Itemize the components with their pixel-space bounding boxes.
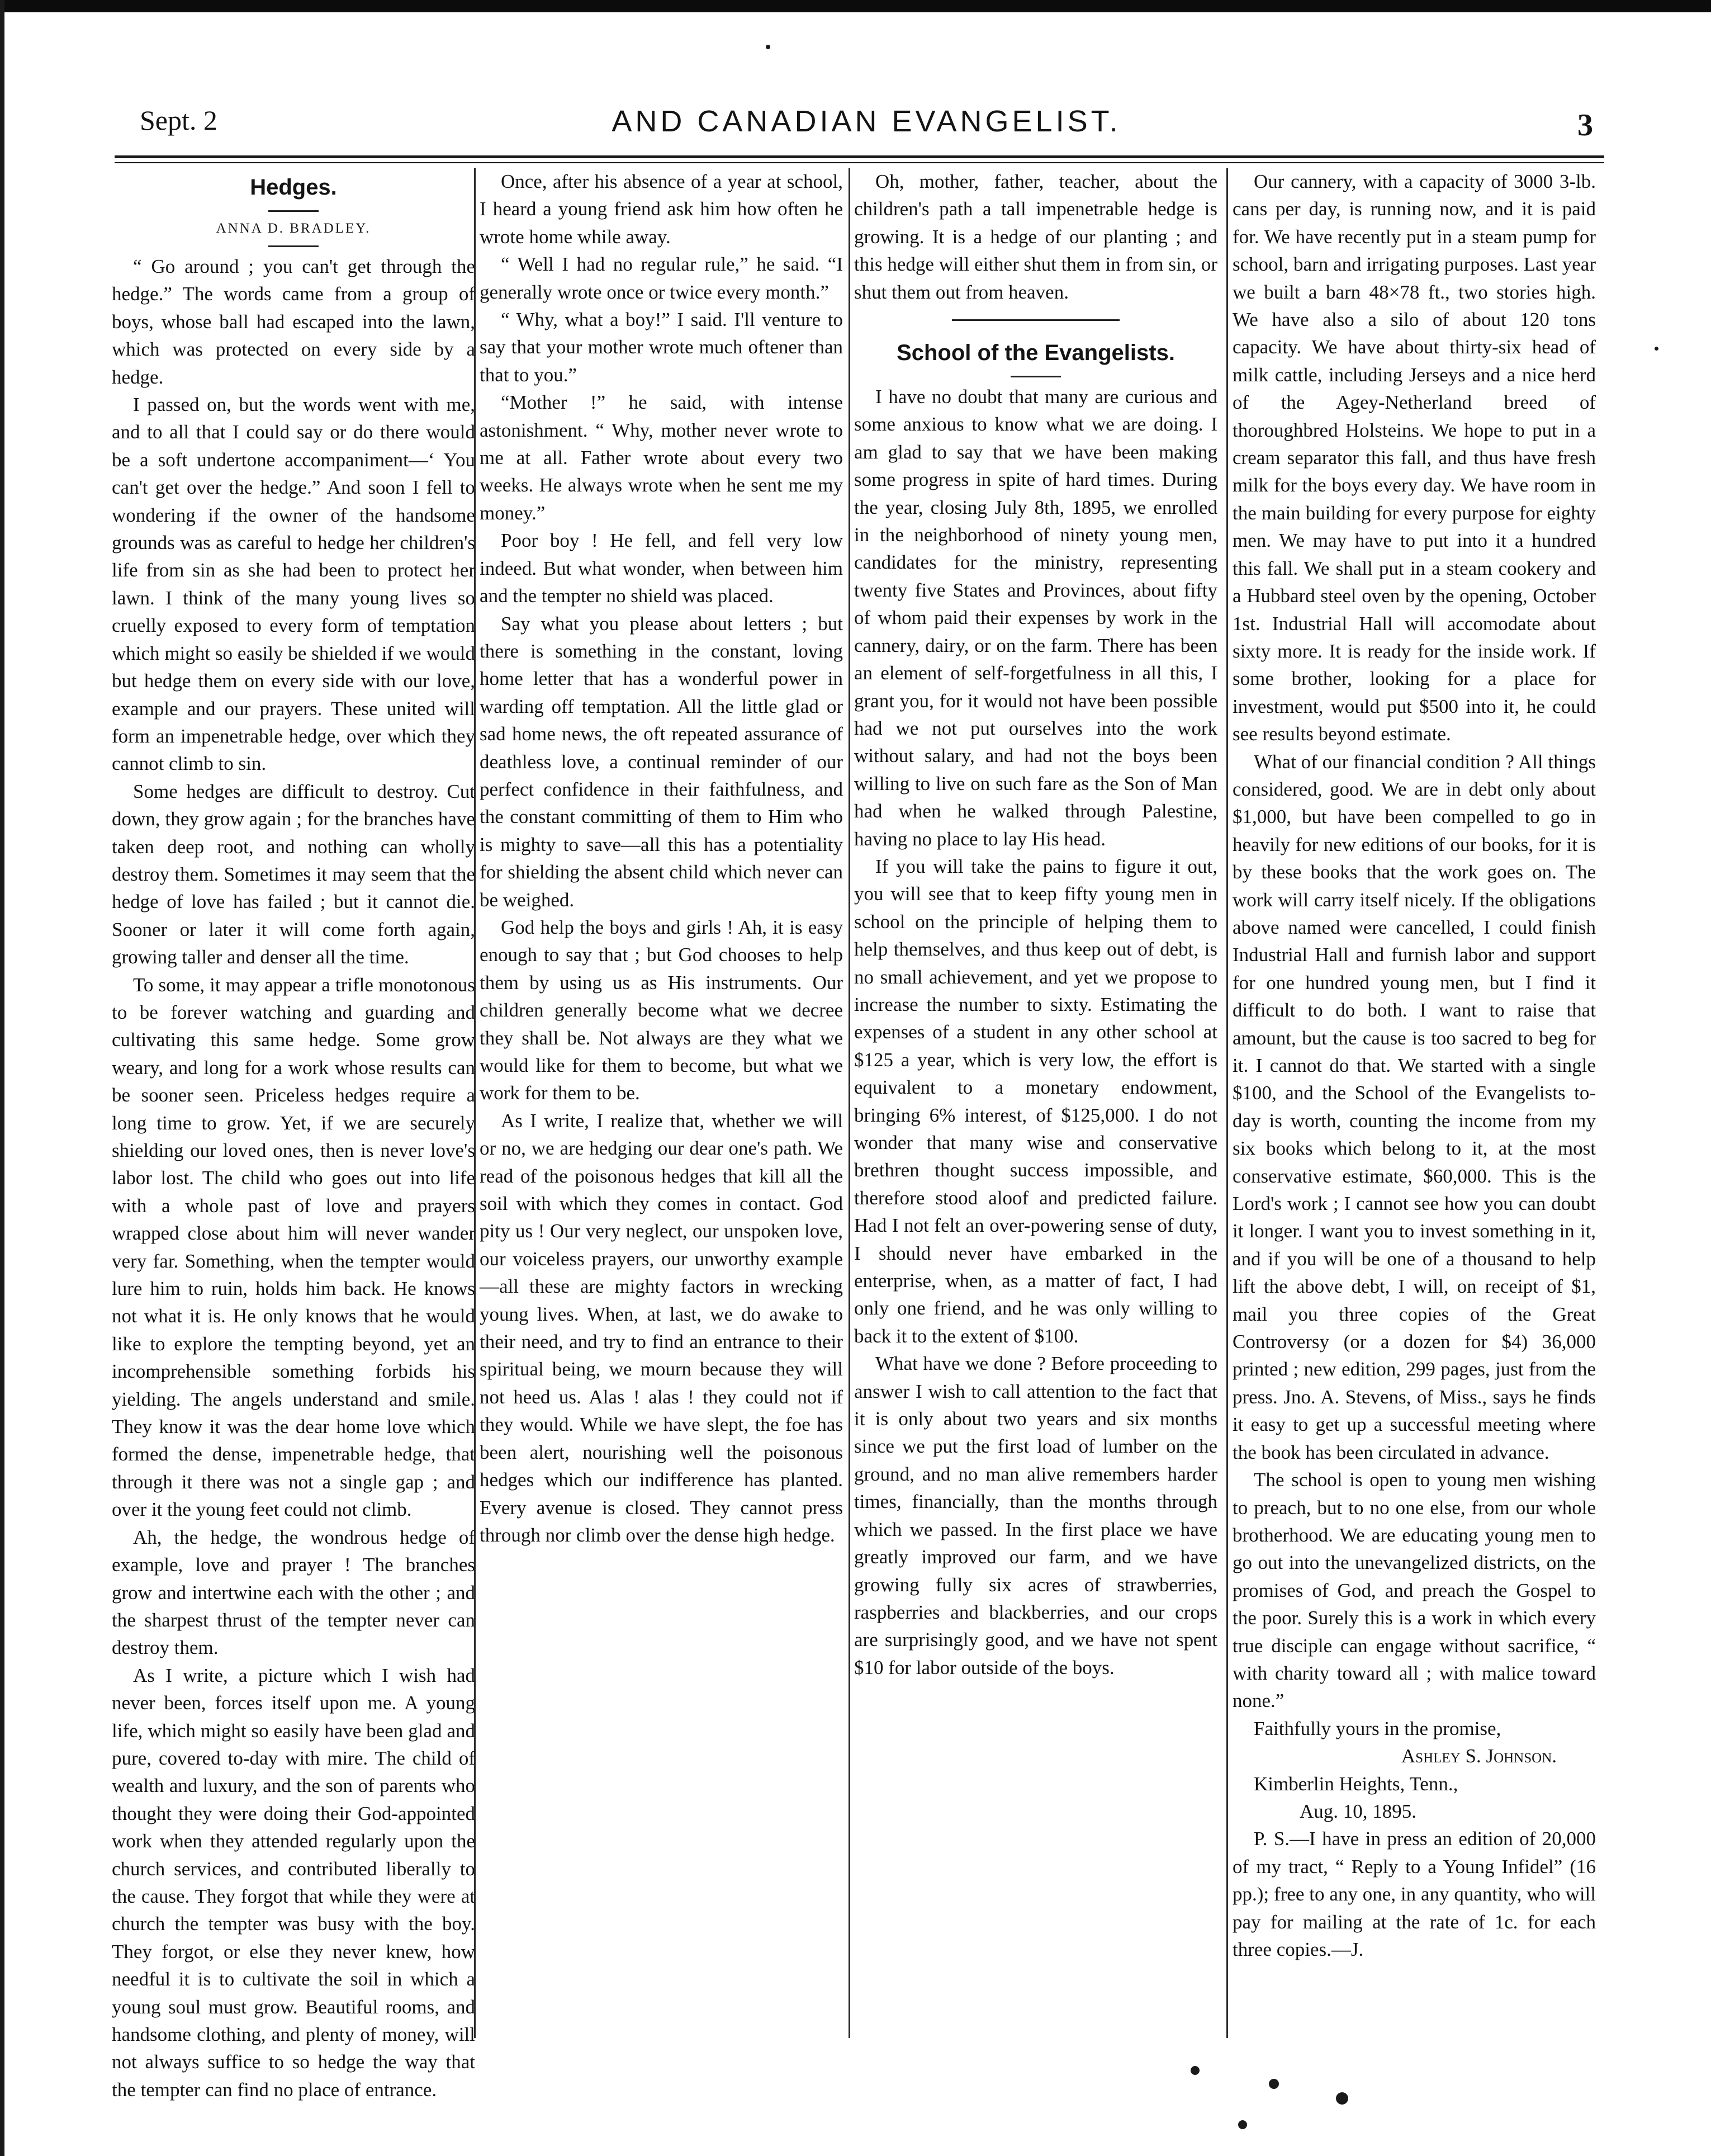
scan-speck — [1336, 2092, 1348, 2105]
paragraph: Some hedges are difficult to destroy. Cut down, they grow again ; for the branches have taken deep root, and nothing can wholly destroy them. Sometimes it may seem that the hedge of love has failed ; but it cannot die. Sooner or later it will come forth again, growing taller and denser all the time. — [112, 780, 475, 968]
paragraph: Say what you please about letters ; but there is something in the constant, loving home letter that has a wonderful power in warding off temptation. All the little glad or sad home news, the oft repeated assurance of deathless love, a continual reminder of our perfect confidence in their faithfulness, and the constant committing of them to Him who is mighty to save—all this has a potentiality for shielding the absent child which never can be weighed. — [480, 612, 843, 911]
paragraph: To some, it may appear a trifle monotonous to be forever watching and guarding and cultivating this same hedge. Some grow weary, and long for a work whose results can be sooner seen. Priceless hedges require a long time to grow. Yet, if we are securely shielding our loved ones, then is never love's labor lost. The child who goes out into life with a whole past of love and prayers wrapped close about him will never wander very far. Something, when the tempter would lure him to ruin, holds him back. He knows not what it is. He only knows that he would like to explore the tempting beyond, yet an incomprehensible something forbids his yielding. The angels understand and smile. They know it was the dear home love which formed the dense, impenetrable hedge, that through it there was not a single gap ; and over it the young feet could not climb. — [112, 973, 475, 1521]
column-4 — [1233, 168, 1596, 1963]
title-rule — [1011, 376, 1061, 377]
paragraph: If you will take the pains to figure it out, you will see that to keep fifty young men in school on the principle of helping them to help themselves, and thus keep out of debt, is no small achievement, and yet we propose to increase the number to sixty. Estimating the expenses of a student in any other school at $125 a year, which is very low, the effort is equivalent to a monetary endowment, bringing 6% interest, of $125,000. I do not wonder that many wise and conservative brethren thought success impossible, and therefore stood aloof and predicted failure. Had I not felt an over-powering sense of duty, I should never have embarked in the enterprise, when, as a matter of fact, I had only one friend, and he was only willing to back it to the extent of $100. — [854, 855, 1217, 1347]
column-divider — [849, 168, 850, 2038]
signature-date: Aug. 10, 1895. — [1300, 1800, 1417, 1822]
paragraph: The school is open to young men wishing to preach, but to no one else, from our whole brotherhood. We are educating young men to go out into the unevangelized districts, on the promises of God, and preach the Gospel to the poor. Surely this is a work in which every true disciple can engage without sacrifice, “ with charity toward all ; with malice toward none.” — [1233, 1469, 1596, 1712]
column-3 — [854, 168, 1217, 1681]
paragraph: “ Well I had no regular rule,” he said. “I generally wrote once or twice every month.” — [480, 253, 843, 303]
closing-line: Faithfully yours in the promise, — [1254, 1717, 1501, 1739]
scan-speck — [766, 45, 770, 49]
postscript: P. S.—I have in press an edition of 20,000 of my tract, “ Reply to a Young Infidel” (16 pp.); free to any one, in any quantity, who will pay for mailing at the rate of 1c. for each three copies.—J. — [1233, 1828, 1596, 1960]
header-rule-thin — [115, 162, 1604, 163]
publication-title: AND CANADIAN EVANGELIST. — [612, 105, 1121, 138]
paragraph: “ Go around ; you can't get through the hedge.” The words came from a group of boys, whose ball had escaped into the lawn, which was protected on every side by a hedge. — [112, 256, 475, 388]
paragraph: Ah, the hedge, the wondrous hedge of example, love and prayer ! The branches grow and intertwine each with the other ; and the sharpest thrust of the tempter never can destroy them. — [112, 1526, 475, 1659]
article-title-hedges: Hedges. — [250, 175, 337, 200]
page-left-border — [0, 0, 4, 2156]
header-rule-thick — [115, 155, 1604, 158]
issue-date: Sept. 2 — [140, 105, 217, 136]
paragraph: Once, after his absence of a year at school, I heard a young friend ask him how often he wrote home while away. — [480, 171, 843, 248]
paragraph: As I write, a picture which I wish had never been, forces itself upon me. A young life, which might so easily have been glad and pure, covered to-day with mire. The child of wealth and luxury, and the son of parents who thought they were doing their God-appointed work when they attended regularly upon the church services, and contributed liberally to the cause. They forgot that while they were at church the tempter was busy with the boy. They forgot, or else they never knew, how needful it is to cultivate the soil in which a young soul must grow. Beautiful rooms, and handsome clothing, and plenty of money, will not always suffice to so hedge the way that the tempter can find no place of entrance. — [112, 1664, 475, 2101]
column-2 — [480, 168, 843, 1549]
article-byline: ANNA D. BRADLEY. — [216, 221, 371, 236]
column-divider — [1226, 168, 1228, 2038]
scan-speck — [1269, 2079, 1279, 2089]
column-1 — [112, 168, 475, 2103]
paragraph: What have we done ? Before proceeding to answer I wish to call attention to the fact that it is only about two years and six months since we put the first load of lumber on the ground, and no man alive remembers harder times, financially, than the months through which we passed. In the first place we have greatly improved our farm, and we have growing fully six acres of strawberries, raspberries and blackberries, and our crops are surprisingly good, and we have not spent $10 for labor outside of the boys. — [854, 1353, 1217, 1679]
paragraph: God help the boys and girls ! Ah, it is easy enough to say that ; but God chooses to help them by using us as His instruments. Our children generally become what we decree they shall be. Not always are they what we would like for them to become, but what we work for them to be. — [480, 916, 843, 1104]
signature-place: Kimberlin Heights, Tenn., — [1254, 1772, 1458, 1795]
signature: Ashley S. Johnson. — [1401, 1745, 1557, 1767]
paragraph: “ Why, what a boy!” I said. I'll venture to say that your mother wrote much oftener than that to you.” — [480, 309, 843, 386]
page-header — [140, 104, 1593, 149]
paragraph: Oh, mother, father, teacher, about the children's path a tall impenetrable hedge is growing. It is a hedge of our planting ; and this hedge will either shut them in from sin, or shut them out from heaven. — [854, 171, 1217, 303]
scan-speck — [1655, 347, 1658, 351]
paragraph: I passed on, but the words went with me, and to all that I could say or do there would be a soft undertone accompaniment—‘ You can't get over the hedge.” And soon I fell to wondering if the owner of the handsome grounds was as careful to hedge her children's life from sin as she had been to protect her lawn. I think of the many young lives so cruelly exposed to every form of temptation which might so easily be shielded if we would but hedge them on every side with our love, example and our prayers. These united will form an impenetrable hedge, over which they cannot climb to sin. — [112, 394, 475, 775]
paragraph: Poor boy ! He fell, and fell very low indeed. But what wonder, when between him and the tempter no shield was placed. — [480, 529, 843, 607]
paragraph: Our cannery, with a capacity of 3000 3-lb. cans per day, is running now, and it is paid for. We have recently put in a steam pump for school, barn and irrigating purposes. Last year we built a barn 48×78 ft., two stories high. We have also a silo of about 120 tons capacity. We have about thirty-six head of milk cattle, including Jerseys and a nice herd of the Agey-Netherland breed of thoroughbred Holsteins. We hope to put in a cream separator this fall, and thus have fresh milk for the boys every day. We have room in the main building for every purpose for eighty men. We may have to put into it a hundred this fall. We shall put in a steam cookery and a Hubbard steel oven by the opening, October 1st. Industrial Hall will accomodate about sixty more. It is ready for the inside work. If some brother, looking for a place for investment, would put $500 into it, he could see results beyond estimate. — [1233, 171, 1596, 745]
paragraph: “Mother !” he said, with intense astonishment. “ Why, mother never wrote to me at all. Father wrote about every two weeks. He always wrote when he sent me my money.” — [480, 391, 843, 524]
scan-speck — [1238, 2120, 1247, 2129]
paragraph: I have no doubt that many are curious and some anxious to know what we are doing. I am glad to say that we have been making some progress in spite of hard times. During the year, closing July 8th, 1895, we enrolled in the neighborhood of ninety young men, candidates for the ministry, representing twenty five States and Provinces, about fifty of whom paid their expenses by work in the cannery, dairy, or on the farm. There has been an element of self-forgetfulness in all this, I grant you, for it would not have been possible had we not put ourselves into the work without salary, and had not the boys been willing to live on such fare as the Son of Man had when he walked through Palestine, having no place to lay His head. — [854, 386, 1217, 850]
byline-rule — [268, 245, 319, 247]
article-separator — [952, 319, 1120, 321]
scan-speck — [1191, 2066, 1200, 2075]
paragraph: As I write, I realize that, whether we will or no, we are hedging our dear one's path. We read of the poisonous hedges that kill all the soil with which they comes in contact. God pity us ! Our very neglect, our unspoken love, our voiceless prayers, our unworthy example—all these are mighty factors in wrecking young lives. When, at last, we do awake to their need, and try to find an entrance to their spiritual being, we mourn because they will not heed us. Alas ! alas ! they could not if they would. While we have slept, the foe has been alert, nourishing well the poisonous hedges which our indifference has planted. Every avenue is closed. They cannot press through nor climb over the dense high hedge. — [480, 1109, 843, 1546]
paragraph: What of our financial condition ? All things considered, good. We are in debt only about $1,000, but have been compelled to go in heavily for new editions of our books, for it is by these books that the work goes on. The work will carry itself nicely. If the obligations above named were cancelled, I could finish Industrial Hall and furnish labor and support for one hundred young men, but I find it difficult to do both. I want to raise that amount, but the cause is too sacred to beg for it. I cannot do that. We started with a single $100, and the School of the Evangelists to-day is worth, counting the income from my six books which belong to it, at the most conservative estimate, $60,000. This is the Lord's work ; I cannot see how you can doubt it longer. I want you to invest something in it, and if you will be one of a thousand to help lift the above debt, I will, on receipt of $1, mail you three copies of the Great Controversy (or a dozen for $4) 36,000 printed ; new edition, 299 pages, just from the press. Jno. A. Stevens, of Miss., says he finds it easy to get up a successful meeting where the book has been circulated in advance. — [1233, 750, 1596, 1463]
article-title-school: School of the Evangelists. — [897, 341, 1175, 366]
title-rule — [268, 210, 319, 212]
page-top-border — [0, 0, 1711, 12]
page-number: 3 — [1577, 108, 1593, 143]
